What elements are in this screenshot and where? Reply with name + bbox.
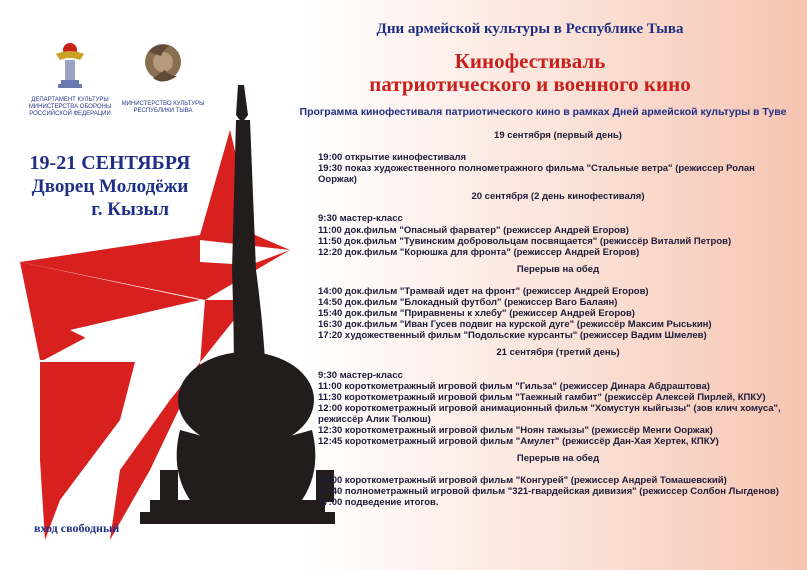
program-item: 16:30 док.фильм "Иван Гусев подвиг на курской дуге" (режиссёр Максим Рыськин) (318, 319, 712, 331)
festival-title (330, 50, 730, 96)
program-item: 11:50 док.фильм "Тувинским добровольцам посвящается" (режиссёр Виталий Петров) (318, 235, 732, 247)
program-item: 14:00 короткометражный игровой фильм "Конгурей" (режиссер Андрей Томашевский) (318, 475, 727, 487)
day1-title: 19 сентября (первый день) (494, 130, 622, 141)
program-item: 12:00 короткометражный игровой анимационный фильм "Хомустун кыйгызы" (зов клич хомуса", (318, 402, 781, 414)
program-item: 17:00 подведение итогов. (318, 497, 439, 509)
logo-ministry-defense (25, 40, 115, 118)
program-item: 14:00 док.фильм "Трамвай идет на фронт" (режиссер Андрей Егоров) (318, 285, 649, 297)
program-item: 17:20 художественный фильм "Подольские курсанты" (режиссер Вадим Шмелев) (318, 330, 707, 342)
program-item: 19:30 показ художественного полнометражного фильма "Стальные ветра" (режиссер Ролан (318, 163, 755, 175)
event-city: г. Кызыл (91, 199, 169, 220)
program-item: 14:50 док.фильм "Блокадный футбол" (режиссер Ваго Балаян) (318, 297, 618, 309)
program-item: режиссёр Алик Тюлюш) (318, 413, 431, 425)
logo-ministry-culture (118, 40, 208, 115)
ministry-defense-emblem-icon (50, 40, 90, 90)
event-venue: Дворец Молодёжи (31, 176, 189, 197)
festival-program (318, 130, 798, 509)
program-item: 12:20 док.фильм "Корюшка для фронта" (режиссер Андрей Егоров) (318, 246, 640, 258)
program-item: 11:30 короткометражный игровой фильм "Таежный гамбит" (режиссёр Алексей Пирлей, КПКУ) (318, 391, 766, 403)
program-item: 9:30 мастер-класс (318, 369, 403, 381)
program-item: 14:40 полнометражный игровой фильм "321-гвардейская дивизия" (режиссер Солбон Лыгденов) (318, 486, 779, 498)
day3-title: 21 сентября (третий день) (496, 347, 620, 359)
program-item: Ооржак) (318, 174, 357, 186)
day2-break: Перерыв на обед (516, 263, 600, 275)
program-item: 12:30 короткометражный игровой фильм "Ноян тажызы" (режиссёр Менги Ооржак) (318, 424, 713, 436)
free-entry-note: вход свободный (34, 521, 120, 535)
festival-title-line2: патриотического и военного кино (369, 72, 691, 96)
program-item: 12:45 короткометражный игровой фильм "Амулет" (режиссёр Дан-Хая Хертек, КПКУ) (318, 436, 719, 448)
event-info (15, 152, 205, 221)
logo-right-caption: МИНИСТЕРСТВО КУЛЬТУРЫ РЕСПУБЛИКИ ТЫВА (121, 101, 205, 114)
program-item: 9:30 мастер-класс (318, 213, 403, 225)
logo-left-caption: ДЕПАРТАМЕНТ КУЛЬТУРЫ МИНИСТЕРСТВА ОБОРОНЫ РОССИЙСКОЙ ФЕДЕРАЦИИ (28, 97, 112, 117)
program-item: 15:40 док.фильм "Приравнены к хлебу" (режиссер Андрей Егоров) (318, 308, 635, 320)
ministry-culture-tuva-emblem-icon (139, 40, 187, 90)
program-item: 11:00 короткометражный игровой фильм "Гильза" (режиссер Динара Абдраштова) (318, 380, 710, 392)
event-dates: 19-21 СЕНТЯБРЯ (29, 152, 191, 174)
program-subtitle: Программа кинофестиваля патриотического кино в рамках Дней армейской культуры в Туве (299, 106, 787, 118)
program-item: 19:00 открытие кинофестиваля (318, 152, 467, 164)
program-item: 11:00 док.фильм "Опасный фарватер" (режиссер Андрей Егоров) (318, 224, 629, 236)
day2-title: 20 сентября (2 день кинофестиваля) (471, 191, 645, 203)
day3-break: Перерыв на обед (516, 453, 600, 465)
event-series-title: Дни армейской культуры в Республике Тыва (376, 21, 684, 37)
festival-title-line1: Кинофестиваль (454, 49, 606, 73)
